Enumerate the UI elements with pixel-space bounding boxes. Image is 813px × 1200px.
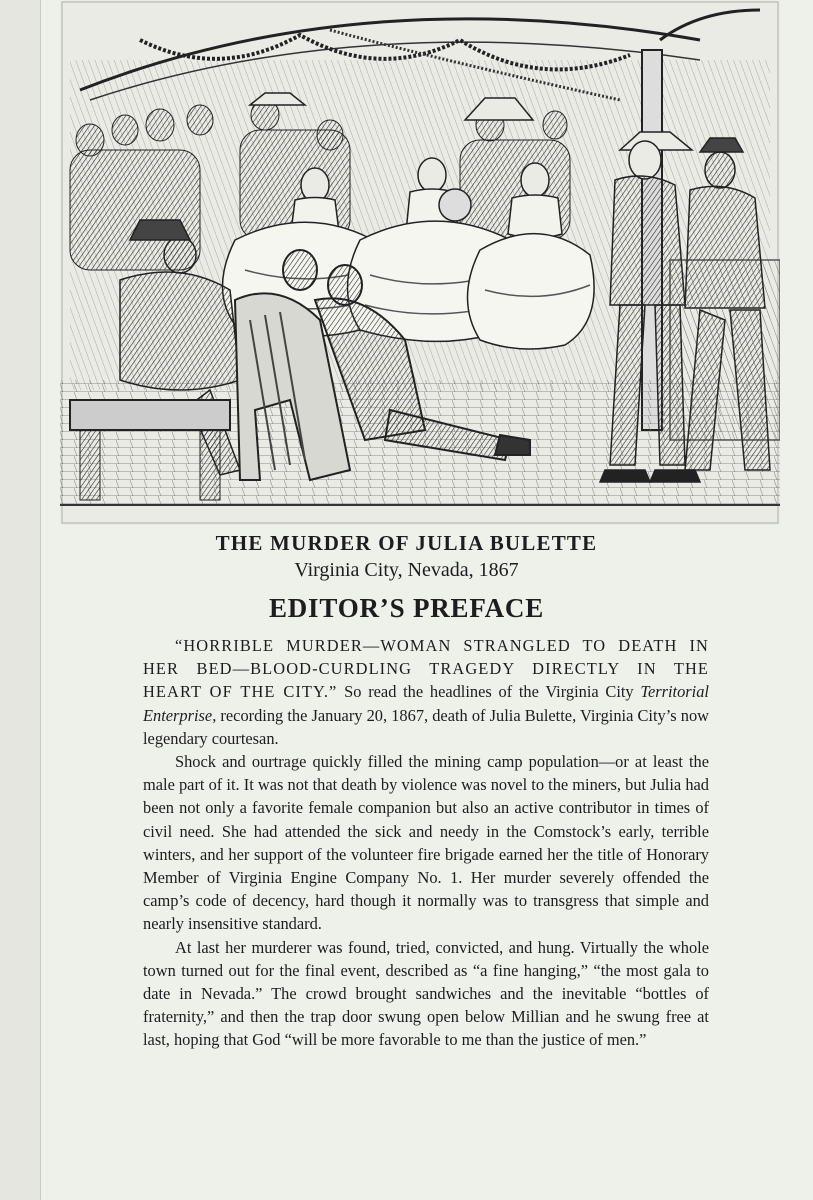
illustration-subtitle: Virginia City, Nevada, 1867 bbox=[294, 559, 519, 581]
paragraph-3: At last her murderer was found, tried, convicted, and hung. Virtually the whole town turned out for the final event, described as “a fine hanging,” “the most gala to date in Nevada.” The crowd brought sandwiches and the inevitable “bottles of fraternity,” and then the trap door swung open below Millian and he swung free at last, hoping that God “will be more favorable to me than the justice of men.” bbox=[143, 937, 709, 1050]
illustration-title: THE MURDER OF JULIA BULETTE bbox=[215, 531, 598, 555]
newspaper-headline-quote: “HORRIBLE MURDER—WOMAN STRANGLED TO DEATH IN HER BED—BLOOD-CURDLING TRAGEDY DIRECTLY IN THE HEART OF THE CITY.” bbox=[143, 636, 709, 702]
paragraph-1 bbox=[143, 634, 709, 750]
preface-body bbox=[143, 634, 709, 1052]
paragraph-2: Shock and ourtrage quickly filled the mining camp population—or at least the male part of it. It was not that death by violence was novel to the miners, but Julia had been not only a favorite female companion but also an active contributor in times of civil need. She had attended the sick and needy in the Comstock’s early, terrible winters, and her support of the volunteer fire brigade earned her the title of Honorary Member of Virginia Engine Company No. 1. Her murder severely offended the camp’s code of decency, hard though it normally was to transgress that simple and nearly insensitive standard. bbox=[143, 752, 709, 934]
paragraph-1-text-b: , recording the January 20, 1867, death of Julia Bulette, Virginia City’s now legendary courtesan. bbox=[143, 705, 709, 748]
paragraph-1-text-a: So read the headlines of the Virginia City bbox=[337, 682, 641, 702]
saloon-engraving-illustration bbox=[60, 0, 780, 525]
newspaper-name: Territorial Enterprise bbox=[143, 682, 709, 725]
section-heading: EDITOR’S PREFACE bbox=[268, 593, 545, 623]
